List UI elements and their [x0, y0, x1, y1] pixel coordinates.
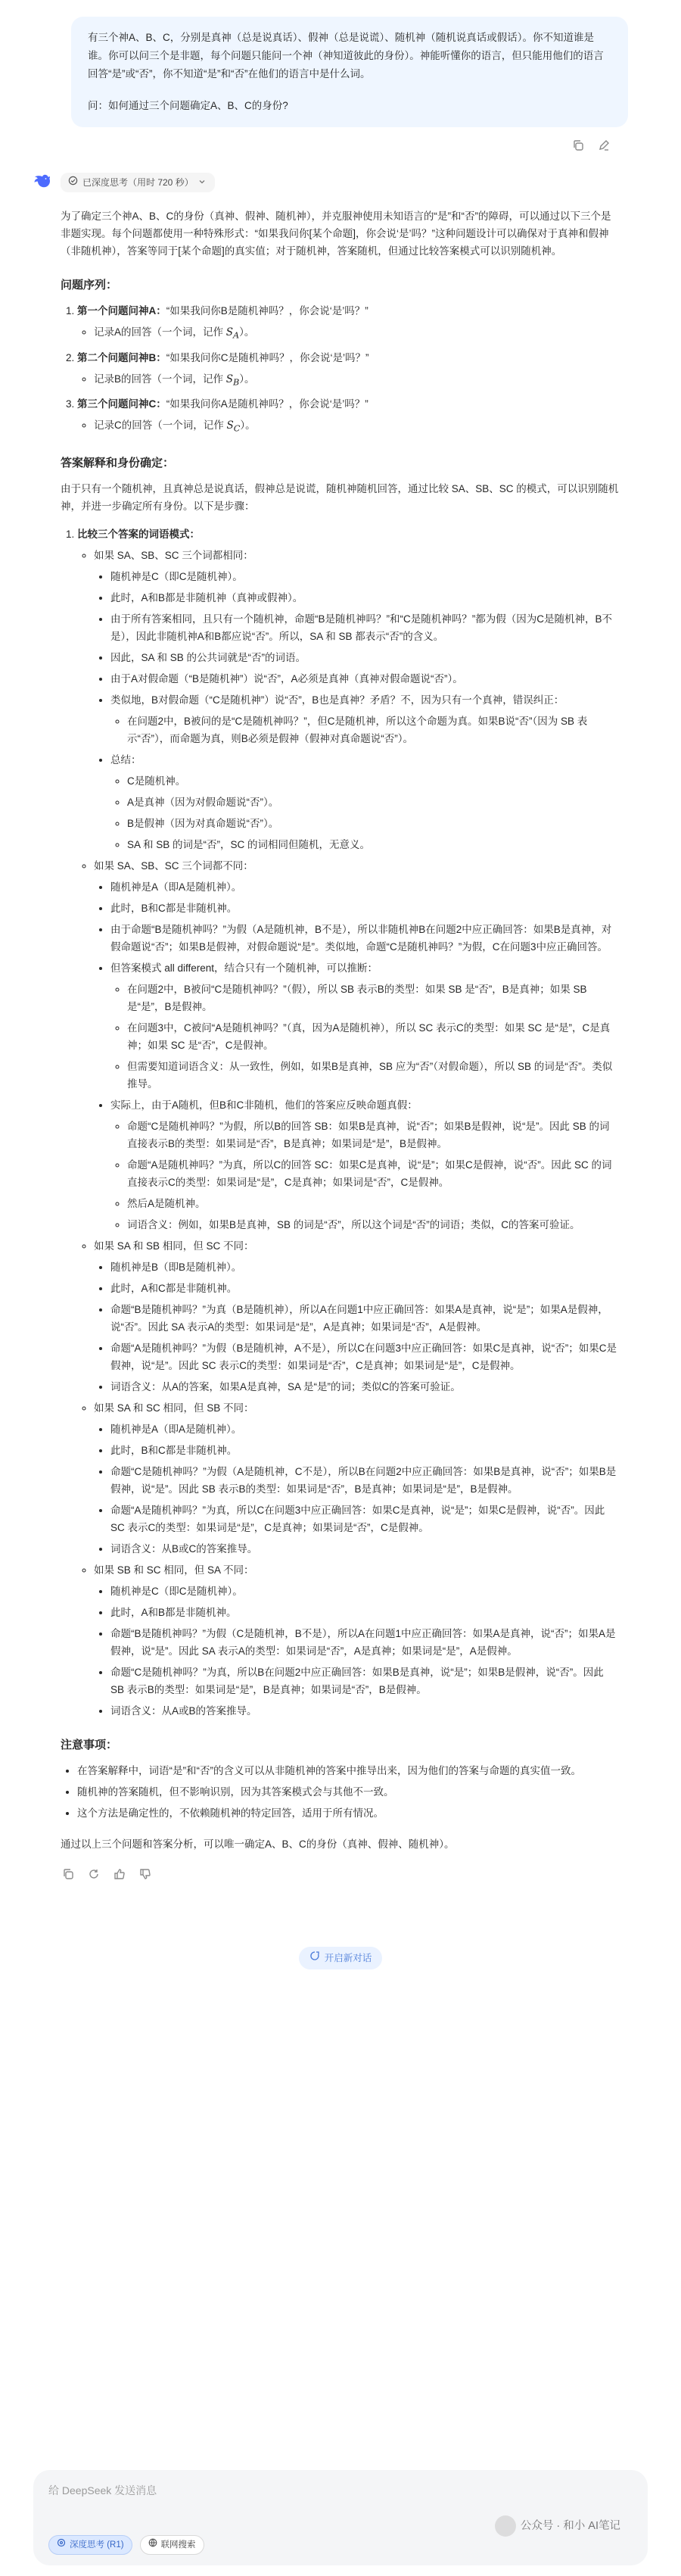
think-chip-label: 已深度思考（用时 720 秒） [82, 177, 194, 188]
new-chat-button[interactable] [299, 1947, 383, 1969]
case-title: 如果 SA 和 SB 相同，但 SC 不同： [94, 1240, 254, 1252]
edit-icon[interactable] [596, 138, 611, 153]
case-title: 如果 SA、SB、SC 三个词都相同： [94, 550, 253, 562]
thumbs-up-icon[interactable] [112, 1867, 127, 1882]
case-list [77, 547, 619, 1720]
case-item: • 类似地，B对假命题（“C是随机神”）说“否”，B也是真神？矛盾？不，因为只有一个真神，错误纠正： ◦ 在问题2中，B被问的是“C是随机神吗？”，但C是随机神，所以这个命题为真。如果B说“否”（因为 SB 表示“否”），而命题为真，则B必须是假神（假神对真命题说“否”）。 [110, 691, 619, 747]
case-item: • 命题“A是随机神吗？”为真，所以C在问题3中应正确回答：如果C是真神，说“是”；如果C是假神，说“否”。因此 SC 表示C的类型：如果词是“是”，C是真神；如果词是“否”，C是假神。 [110, 1502, 619, 1536]
infer-item: ◦ 在问题2中，B被问“C是随机神吗？”（假），所以 SB 表示B的类型：如果 SB 是“否”，B是真神；如果 SB 是“是”，B是假神。 [127, 981, 619, 1015]
question-title: 第二个问题问神B： [77, 351, 166, 363]
answer-content [59, 173, 619, 1882]
question-text: “如果我问你C是随机神吗？，你会说‘是’吗？” [166, 351, 369, 363]
case-item: • 命题“C是随机神吗？”为假（A是随机神，C不是），所以B在问题2中应正确回答：如果B是真神，说“否”；如果B是假神，说“是”。因此 SB 表示B的类型：如果词是“否”，B是真神；如果词是“是”，B是假神。 [110, 1463, 619, 1498]
notes-heading: 注意事项： [61, 1739, 118, 1752]
notes-section [61, 1736, 619, 1822]
new-chat-row [0, 1882, 681, 1969]
case-bc-same [94, 1561, 619, 1720]
deep-think-toggle[interactable] [48, 2535, 132, 2555]
case-all-same [94, 547, 619, 853]
analysis-heading: 答案解释和身份确定： [61, 457, 175, 470]
question-list [61, 302, 619, 438]
case-title: 如果 SA 和 SC 相同，但 SB 不同： [94, 1402, 254, 1414]
case-item: • 命题“B是随机神吗？”为假（C是随机神，B不是），所以A在问题1中应正确回答：如果A是真神，说“否”；如果A是假神，说“是”。因此 SA 表示A的类型：如果词是“否”，A是真神；如果词是“是”，A是假神。 [110, 1625, 619, 1660]
think-icon [68, 175, 78, 190]
case-item: • 随机神是A（即A是随机神）。 [110, 878, 619, 896]
watermark-text: 公众号 · 和小 AI笔记 [520, 2519, 620, 2532]
regenerate-icon[interactable] [86, 1867, 101, 1882]
watermark [495, 2515, 620, 2537]
case-item: • 但答案模式 all different，结合只有一个随机神，可以推断： ◦ 在问题2中，B被问“C是随机神吗？”（假），所以 SB 表示B的类型：如果 SB 是“否”，B是真神；如果 SB 是“是”，B是假神。 ◦ 在问题3中，C被问“A是随机神吗？”（真，因为A是随机神），所以 SC 表示C的类型：如果 SC 是“是”，C是真神；如果 SC 是“否”，C是假神。 ◦ 但需要知道词语含义：从一致性，例如，如果B是真神，SB 应为“否”（对假命题），所以 SB 的词是“否”。类似推导。 [110, 959, 619, 1093]
case-item: • 由于所有答案相同，且只有一个随机神，命题“B是随机神吗？”和“C是随机神吗？”都为假（因为C是随机神，B不是），因此非随机神A和B都应说“否”。所以，SA 和 SB 都表示“否”的含义。 [110, 610, 619, 645]
infer-item: ◦ 在问题3中，C被问“A是随机神吗？”（真，因为A是随机神），所以 SC 表示C的类型：如果 SC 是“是”，C是真神；如果 SC 是“否”，C是假神。 [127, 1019, 619, 1054]
assistant-answer [0, 153, 681, 1882]
copy-icon[interactable] [61, 1867, 76, 1882]
message-input[interactable] [48, 2484, 502, 2496]
questions-heading: 问题序列： [61, 279, 118, 292]
case-item: • 此时，B和C都是非随机神。 [110, 900, 619, 917]
case-item: • 此时，A和B都是非随机神（真神或假神）。 [110, 589, 619, 607]
deep-think-icon [57, 2537, 66, 2553]
user-message-question: 问：如何通过三个问题确定A、B、C的身份? [88, 100, 288, 111]
summary-item: • 总结： ◦ C是随机神。 ◦ A是真神（因为对假命题说“否”）。 ◦ B是假神（因为对真命题说“否”）。 ◦ SA 和 SB 的词是“否”，SC 的词相同但随机，无意义。 [110, 751, 619, 853]
answer-actions [61, 1853, 619, 1882]
question-title: 第三个问题问神C： [77, 398, 166, 410]
conclusion: 通过以上三个问题和答案分析，可以唯一确定A、B、C的身份（真神、假神、随机神）。 [61, 1838, 455, 1851]
user-message-paragraph: 有三个神A、B、C，分别是真神（总是说真话）、假神（总是说谎）、随机神（随机说真话或假话）。你不知道谁是谁。你可以问三个是非题，每个问题只能问一个神（神知道彼此的身份）。神能听懂你的语言，但只能用他们的语言回答“是”或“否”，你不知道“是”和“否”在他们的语言中是什么词。 [88, 32, 604, 80]
web-search-label: 联网搜索 [160, 2540, 196, 2549]
case-title: 如果 SA、SB、SC 三个词都不同： [94, 860, 253, 872]
actual-item: ◦ 词语含义：例如，如果B是真神，SB 的词是“否”，所以这个词是“否”的词语；类似，C的答案可验证。 [127, 1216, 619, 1233]
question-record: ◦ 记录C的回答（一个词，记作 $S_C$）。 [94, 416, 619, 438]
case-ab-same [94, 1237, 619, 1396]
analysis-section [61, 525, 619, 1720]
compare-step [77, 525, 619, 1720]
note-item: • 随机神的答案随机，但不影响识别，因为其答案模式会与其他不一致。 [77, 1783, 619, 1801]
actual-item: ◦ 然后A是随机神。 [127, 1195, 619, 1212]
deep-think-chip[interactable] [61, 173, 215, 192]
analysis-intro: 由于只有一个随机神，且真神总是说真话，假神总是说谎，随机神随机回答，通过比较 SA、SB、SC 的模式，可以识别随机神，并进一步确定所有身份。以下是步骤： [61, 483, 619, 513]
watermark-avatar [495, 2515, 516, 2537]
correction-item: ◦ 在问题2中，B被问的是“C是随机神吗？”，但C是随机神，所以这个命题为真。如果B说“否”（因为 SB 表示“否”），而命题为真，则B必须是假神（假神对真命题说“否”）。 [127, 713, 619, 747]
summary-line: ◦ A是真神（因为对假命题说“否”）。 [127, 794, 619, 811]
deepseek-logo-icon [33, 173, 59, 1882]
case-item: • 由于A对假命题（“B是随机神”）说“否”，A必须是真神（真神对假命题说“否”）。 [110, 670, 619, 688]
case-item: • 此时，B和C都是非随机神。 [110, 1442, 619, 1459]
math-symbol: $S_B$ [225, 373, 240, 388]
question-item [77, 395, 619, 438]
user-message-row [0, 17, 681, 127]
case-item: • 因此，SA 和 SB 的公共词就是“否”的词语。 [110, 649, 619, 666]
question-item [77, 349, 619, 391]
case-item: • 随机神是C（即C是随机神）。 [110, 1583, 619, 1600]
case-item: • 此时，A和B都是非随机神。 [110, 1604, 619, 1621]
case-title: 如果 SB 和 SC 相同，但 SA 不同： [94, 1564, 254, 1576]
summary-line: ◦ C是随机神。 [127, 772, 619, 790]
case-item: • 由于命题“B是随机神吗？”为假（A是随机神，B不是），所以非随机神B在问题2中应正确回答：如果B是真神，对假命题说“否”；如果B是假神，对假命题说“是”。类似地，命题“C是随机神吗？”为假，C在问题3中应正确回答。 [110, 921, 619, 956]
case-item: • 命题“A是随机神吗？”为假（B是随机神，A不是），所以C在问题3中应正确回答：如果C是真神，说“否”；如果C是假神，说“是”。因此 SC 表示C的类型：如果词是“否”，C是真神；如果词是“是”，C是假神。 [110, 1339, 619, 1374]
note-item: • 这个方法是确定性的，不依赖随机神的特定回答，适用于所有情况。 [77, 1804, 619, 1822]
infer-item: ◦ 但需要知道词语含义：从一致性，例如，如果B是真神，SB 应为“否”（对假命题），所以 SB 的词是“否”。类似推导。 [127, 1058, 619, 1093]
compare-title: 比较三个答案的词语模式： [77, 529, 200, 541]
deep-think-label: 深度思考 (R1) [70, 2540, 124, 2549]
case-item: • 随机神是A（即A是随机神）。 [110, 1421, 619, 1438]
case-item: • 实际上，由于A随机，但B和C非随机，他们的答案应反映命题真假： ◦ 命题“C是随机神吗？”为假，所以B的回答 SB：如果B是真神，说“否”；如果B是假神，说“是”。因此 SB 的词直接表示B的类型：如果词是“否”，B是真神；如果词是“是”，B是假神。 ◦ 命题“A是随机神吗？”为真，所以C的回答 SC：如果C是真神，说“是”；如果C是假神，说“否”。因此 SC 的词直接表示C的类型：如果词是“是”，C是真神；如果词是“否”，C是假神。 ◦ 然后A是随机神。 ◦ 词语含义：例如，如果B是真神，SB 的词是“否”，所以这个词是“否”的词语；类似，C的答案可验证。 [110, 1096, 619, 1233]
case-item: • 随机神是C（即C是随机神）。 [110, 568, 619, 585]
input-tools [48, 2535, 204, 2555]
new-chat-label: 开启新对话 [324, 1953, 372, 1964]
case-item: • 词语含义：从B或C的答案推导。 [110, 1540, 619, 1558]
actual-item: ◦ 命题“C是随机神吗？”为假，所以B的回答 SB：如果B是真神，说“否”；如果B是假神，说“是”。因此 SB 的词直接表示B的类型：如果词是“否”，B是真神；如果词是“是”，B是假神。 [127, 1118, 619, 1152]
question-record: ◦ 记录B的回答（一个词，记作 $S_B$）。 [94, 370, 619, 391]
summary-line: ◦ SA 和 SB 的词是“否”，SC 的词相同但随机，无意义。 [127, 836, 619, 853]
case-ac-same [94, 1399, 619, 1558]
summary-line: ◦ B是假神（因为对真命题说“否”）。 [127, 815, 619, 832]
case-item: • 词语含义：从A的答案，如果A是真神，SA 是“是”的词；类似C的答案可验证。 [110, 1378, 619, 1396]
case-item: • 命题“C是随机神吗？”为真，所以B在问题2中应正确回答：如果B是真神，说“是”；如果B是假神，说“否”。因此 SB 表示B的类型：如果词是“是”，B是真神；如果词是“否”，B是假神。 [110, 1664, 619, 1698]
question-title: 第一个问题问神A： [77, 305, 166, 317]
case-all-different [94, 857, 619, 1233]
user-message-actions [0, 127, 681, 153]
case-item: • 此时，A和C都是非随机神。 [110, 1280, 619, 1297]
new-chat-icon [309, 1950, 320, 1966]
answer-intro: 为了确定三个神A、B、C的身份（真神、假神、随机神），并克服神使用未知语言的“是”和“否”的障碍，可以通过以下三个是非题实现。每个问题都使用一种特殊形式：“如果我问你[某个命题]，你会说‘是’吗？”这种问题设计可以确保对于真神和假神（非随机神），答案等同于[某个命题]的真实值；对于随机神，答案随机，但通过比较答案模式可以识别随机神。 [61, 211, 611, 257]
question-item [77, 302, 619, 345]
case-item: • 随机神是B（即B是随机神）。 [110, 1258, 619, 1276]
question-record: ◦ 记录A的回答（一个词，记作 $S_A$）。 [94, 323, 619, 345]
thumbs-down-icon[interactable] [138, 1867, 153, 1882]
math-symbol: $S_A$ [225, 326, 240, 341]
note-item: • 在答案解释中，词语“是”和“否”的含义可以从非随机神的答案中推导出来，因为他们的答案与命题的真实值一致。 [77, 1762, 619, 1779]
question-text: “如果我问你A是随机神吗？，你会说‘是’吗？” [166, 398, 368, 410]
case-item: • 命题“B是随机神吗？”为真（B是随机神），所以A在问题1中应正确回答：如果A是真神，说“是”；如果A是假神，说“否”。因此 SA 表示A的类型：如果词是“是”，A是真神；如果词是“否”，A是假神。 [110, 1301, 619, 1336]
globe-icon [148, 2537, 157, 2553]
web-search-toggle[interactable] [140, 2535, 204, 2555]
copy-icon[interactable] [571, 138, 586, 153]
chevron-down-icon [198, 175, 206, 190]
question-text: “如果我问你B是随机神吗？，你会说‘是’吗？” [166, 305, 368, 317]
math-symbol: $S_C$ [226, 419, 241, 435]
actual-item: ◦ 命题“A是随机神吗？”为真，所以C的回答 SC：如果C是真神，说“是”；如果C是假神，说“否”。因此 SC 的词直接表示C的类型：如果词是“是”，C是真神；如果词是“否”，C是假神。 [127, 1156, 619, 1191]
user-message-bubble [71, 17, 628, 127]
case-item: • 词语含义：从A或B的答案推导。 [110, 1702, 619, 1720]
